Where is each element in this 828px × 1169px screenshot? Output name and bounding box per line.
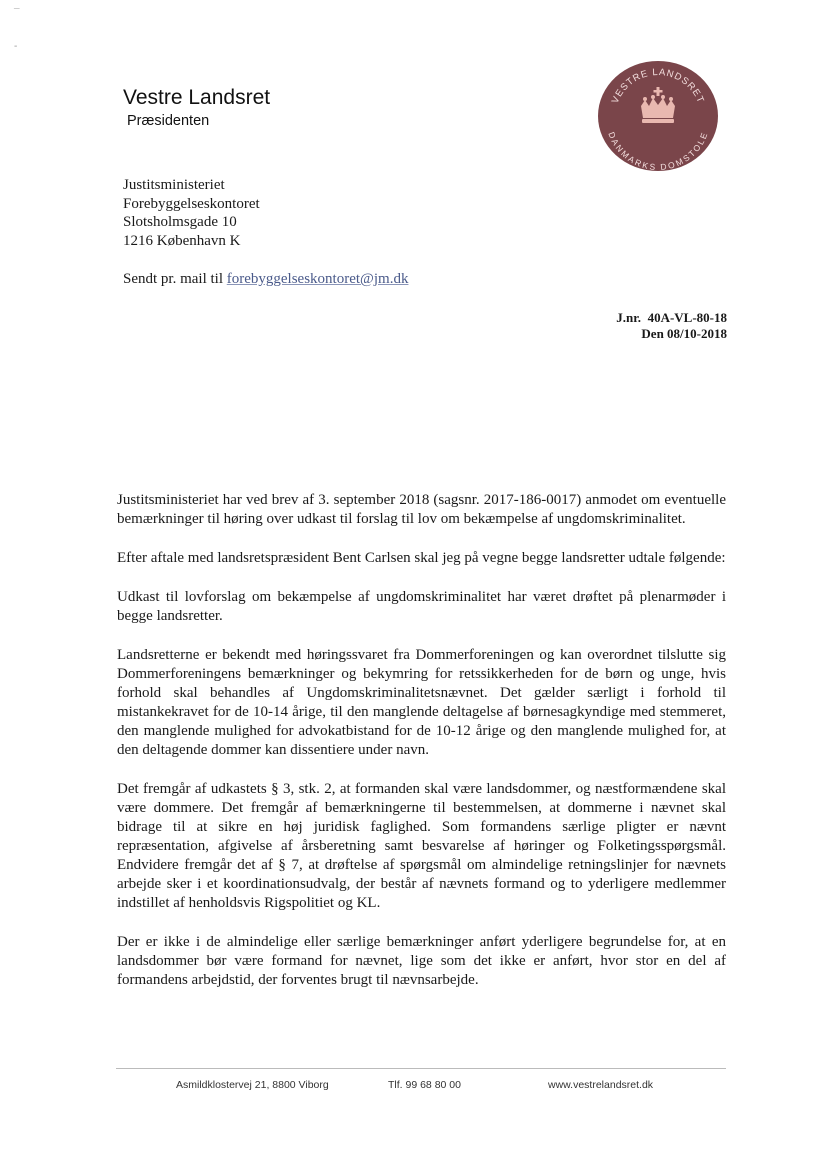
court-name: Vestre Landsret — [123, 86, 271, 109]
scan-mark: ¯ - — [14, 8, 20, 52]
body-paragraph: Efter aftale med landsretspræsident Bent Carlsen skal jeg på vegne begge landsretter udtale følgende: — [117, 550, 726, 566]
footer-address: Asmildklostervej 21, 8800 Viborg — [176, 1079, 329, 1091]
recipient-line: 1216 København K — [123, 232, 241, 249]
recipient-line: Forebyggelseskontoret — [123, 195, 260, 212]
letter-date: 08/10-2018 — [667, 326, 727, 341]
sent-by-mail — [123, 271, 408, 288]
body-paragraph: Udkast til lovforslag om bekæmpelse af ungdomskriminalitet har været drøftet på plenarmøder i begge landsretter. — [117, 589, 726, 624]
reference-block — [616, 310, 727, 342]
recipient-line: Slotsholmsgade 10 — [123, 214, 237, 230]
body-paragraph: Landsretterne er bekendt med høringssvaret fra Dommerforeningen og kan overordnet tilslutte sig Dommerforeningens bemærkninger og bekymring for retssikkerheden for de børn og unge, hvis forhold skal behandles af Ungdomskriminalitetsnævnet. Det gælder særligt i forhold til mistankekravet for de 10-14 årige, til den manglende deltagelse af børnesagkyndige med stemmeret, den manglende mulighed for advokatbistand for de 10-12 årige og den manglende mulighed for, at den deltagende dommer kan dissentiere under navn. — [117, 647, 726, 758]
journal-label: J.nr. — [616, 310, 642, 325]
footer-divider — [116, 1068, 726, 1069]
body-paragraph: Det fremgår af udkastets § 3, stk. 2, at formanden skal være landsdommer, og næstformændene skal være dommere. Det fremgår af bemærkningerne til bestemmelsen, at dommerne i nævnet skal bidrage til at sikre en høj juridisk faglighed. Som formandens særlige pligter er nævnt repræsentation, afgivelse af årsberetning samt besvarelse af høringer og Folketingsspørgsmål. Endvidere fremgår det af § 7, at drøftelse af spørgsmål om almindelige retningslinjer for nævnets arbejde sker i et koordinationsudvalg, der består af nævnets formand og to yderligere medlemmer indstillet af henholdsvis Rigspolitiet og KL. — [117, 781, 726, 911]
body-paragraph: Justitsministeriet har ved brev af 3. september 2018 (sagsnr. 2017-186-0017) anmodet om eventuelle bemærkninger til høring over udkast til forslag til lov om bekæmpelse af ungdomskriminalitet. — [117, 492, 726, 527]
seal-bottom-text: DANMARKS DOMSTOLE — [606, 130, 710, 172]
seal-top-text: VESTRE LANDSRET — [609, 66, 707, 106]
letter-body — [117, 491, 726, 1010]
court-seal — [597, 60, 719, 172]
recipient-address — [123, 176, 260, 250]
office-title: Præsidenten — [127, 113, 210, 129]
footer-phone: Tlf. 99 68 80 00 — [388, 1079, 461, 1091]
date-label: Den — [641, 326, 664, 341]
email-link[interactable]: forebyggelseskontoret@jm.dk — [226, 271, 409, 287]
sent-prefix: Sendt pr. mail til — [123, 271, 227, 287]
footer-website[interactable]: www.vestrelandsret.dk — [548, 1079, 654, 1091]
recipient-line: Justitsministeriet — [123, 177, 225, 193]
journal-number: 40A-VL-80-18 — [647, 310, 727, 325]
body-paragraph: Der er ikke i de almindelige eller særlige bemærkninger anført yderligere begrundelse for, at en landsdommer bør være formand for nævnet, lige som det ikke er anført, hvor stor en del af formandens arbejdstid, der forventes brugt til nævnsarbejde. — [117, 934, 726, 988]
